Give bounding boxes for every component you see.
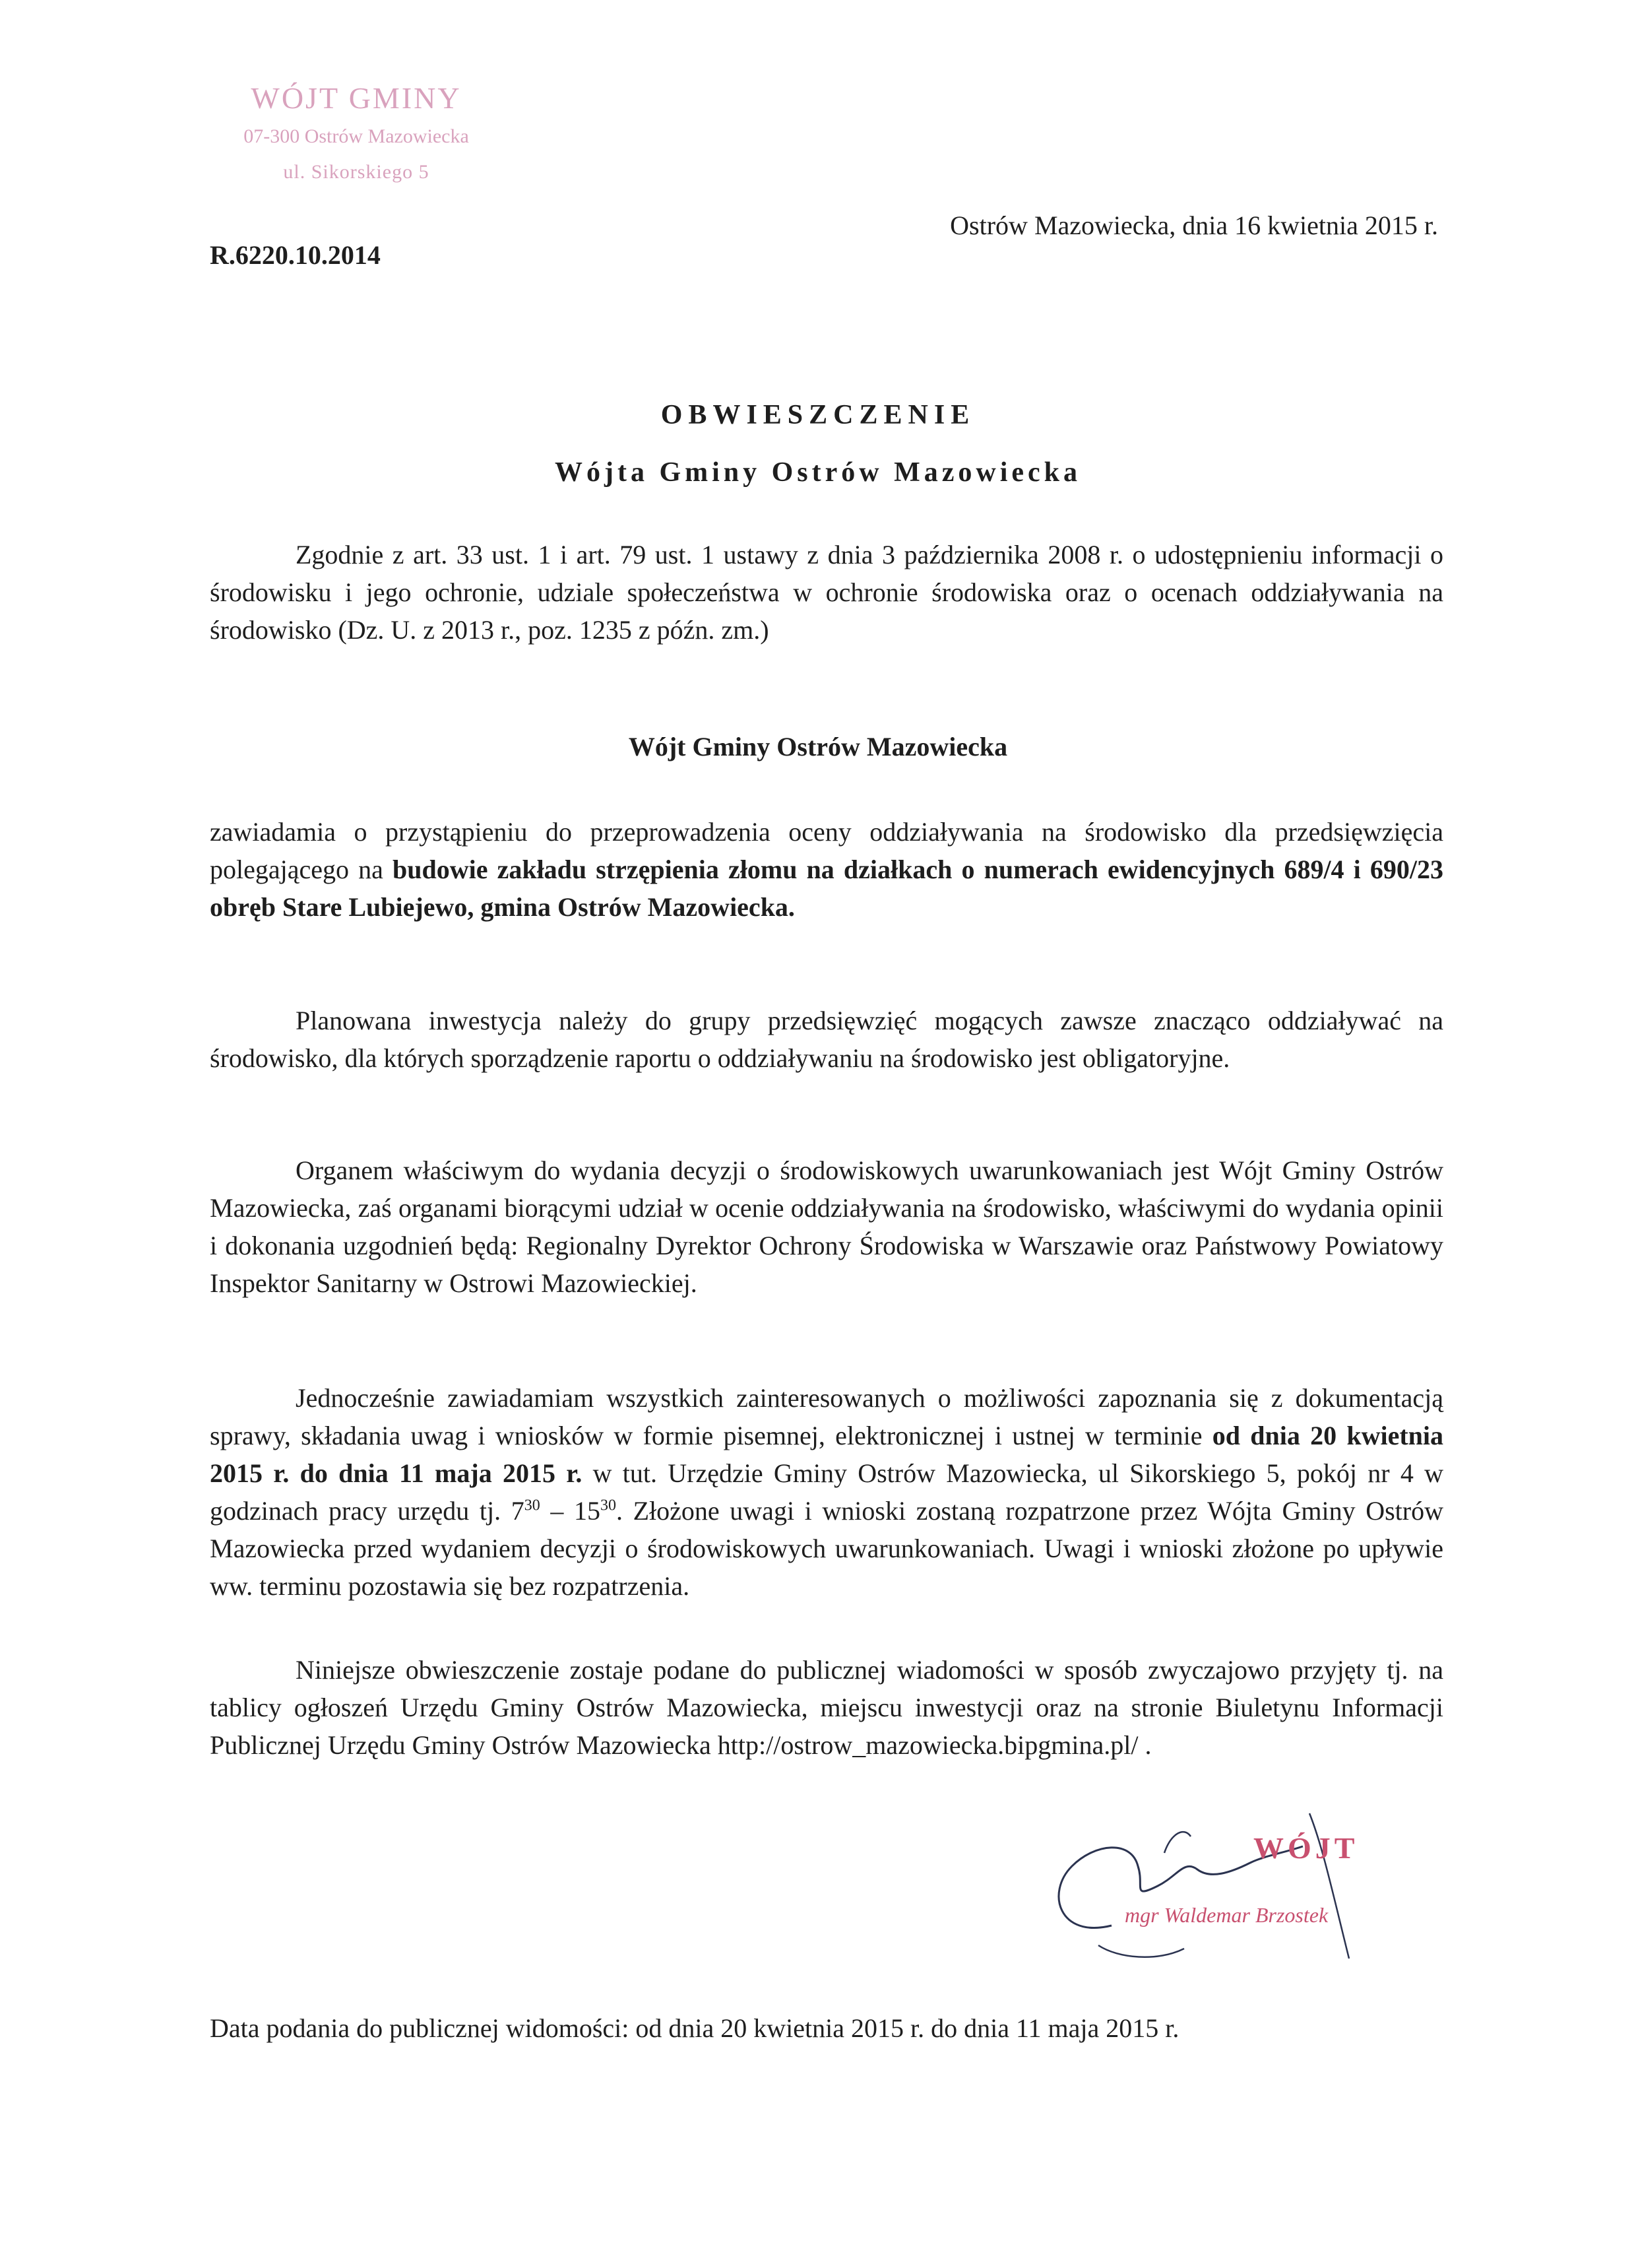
signature-name: mgr Waldemar Brzostek	[1125, 1903, 1329, 1927]
paragraph-4-a: Jednocześnie zawiadamiam wszystkich zainteresowanych o możliwości zapoznania się z dokumentacją sprawy, składania uwag i wniosków w formie pisemnej, elektronicznej i ustnej w terminie	[210, 1383, 1443, 1450]
paragraph-4-sup-2: 30	[600, 1497, 616, 1514]
office-stamp	[191, 78, 521, 190]
paragraph-4-d: . Złożone uwagi i wnioski zostaną rozpatrzone przez Wójta Gminy Ostrów Mazowiecka przed wydaniem decyzji o środowiskowych uwarunkowaniach. Uwagi i wnioski złożone po upływie ww. terminu pozostawia się bez rozpatrzenia.	[210, 1496, 1444, 1601]
paragraph-1	[210, 813, 1443, 926]
paragraph-4-sup-1: 30	[524, 1497, 540, 1514]
paragraph-4-b: w tut. Urzędzie Gminy Ostrów Mazowiecka, ul Sikorskiego 5, pokój nr 4 w godzinach pracy urzędu tj. 7	[210, 1458, 1444, 1526]
paragraph-2: Planowana inwestycja należy do grupy przedsięwzięć mogących zawsze znacząco oddziaływać na środowisko, dla których sporządzenie raportu o oddziaływaniu na środowisko jest obligatoryjne.	[210, 1006, 1443, 1073]
reference-number: R.6220.10.2014	[210, 240, 381, 270]
stamp-line-1: WÓJT GMINY	[251, 81, 462, 115]
paragraph-4-dates: od dnia 20 kwietnia 2015 r. do dnia 11 maja 2015 r.	[210, 1421, 1444, 1488]
paragraph-1-bold: budowie zakładu strzępienia złomu na działkach o numerach ewidencyjnych 689/4 i 690/23 obręb Stare Lubiejewo, gmina Ostrów Mazowiecka.	[210, 855, 1443, 922]
paragraph-1-text: zawiadamia o przystąpieniu do przeprowadzenia oceny oddziaływania na środowisko dla przedsięwzięcia polegającego na	[210, 817, 1443, 884]
paragraph-4-c: – 15	[540, 1496, 600, 1526]
paragraph-4	[210, 1379, 1443, 1605]
place-date: Ostrów Mazowiecka, dnia 16 kwietnia 2015 r.	[950, 211, 1438, 240]
publication-footer: Data podania do publicznej widomości: od dnia 20 kwietnia 2015 r. do dnia 11 maja 2015 r.	[210, 2013, 1180, 2043]
paragraph-3: Organem właściwym do wydania decyzji o środowiskowych uwarunkowaniach jest Wójt Gminy Ostrów Mazowiecka, zaś organami biorącymi udział w ocenie oddziaływania na środowisko, właściwymi do wydania opinii i dokonania uzgodnień będą: Regionalny Dyrektor Ochrony Środowiska w Warszawie oraz Państwowy Powiatowy Inspektor Sanitarny w Ostrowi Mazowieckiej.	[210, 1155, 1443, 1298]
authority-heading: Wójt Gminy Ostrów Mazowiecka	[628, 732, 1008, 761]
document-subtitle: Wójta Gminy Ostrów Mazowiecka	[554, 457, 1082, 488]
signature-title: WÓJT	[1253, 1831, 1359, 1865]
legal-basis-paragraph: Zgodnie z art. 33 ust. 1 i art. 79 ust. 1 ustawy z dnia 3 października 2008 r. o udostępnieniu informacji o środowisku i jego ochronie, udziale społeczeństwa w ochronie środowiska oraz o ocenach oddziaływania na środowisko (Dz. U. z 2013 r., poz. 1235 z późn. zm.)	[210, 540, 1443, 645]
document-title: OBWIESZCZENIE	[660, 400, 976, 430]
stamp-line-2: 07-300 Ostrów Mazowiecka	[243, 125, 469, 147]
signature-drawing	[1032, 1807, 1402, 1978]
signature-block	[1032, 1807, 1402, 1978]
stamp-line-3: ul. Sikorskiego 5	[283, 161, 429, 183]
paragraph-5: Niniejsze obwieszczenie zostaje podane do publicznej wiadomości w sposób zwyczajowo przyjęty tj. na tablicy ogłoszeń Urzędu Gminy Ostrów Mazowiecka, miejscu inwestycji oraz na stronie Biuletynu Informacji Publicznej Urzędu Gminy Ostrów Mazowiecka http://ostrow_mazowiecka.bipgmina.pl/ .	[210, 1655, 1443, 1760]
